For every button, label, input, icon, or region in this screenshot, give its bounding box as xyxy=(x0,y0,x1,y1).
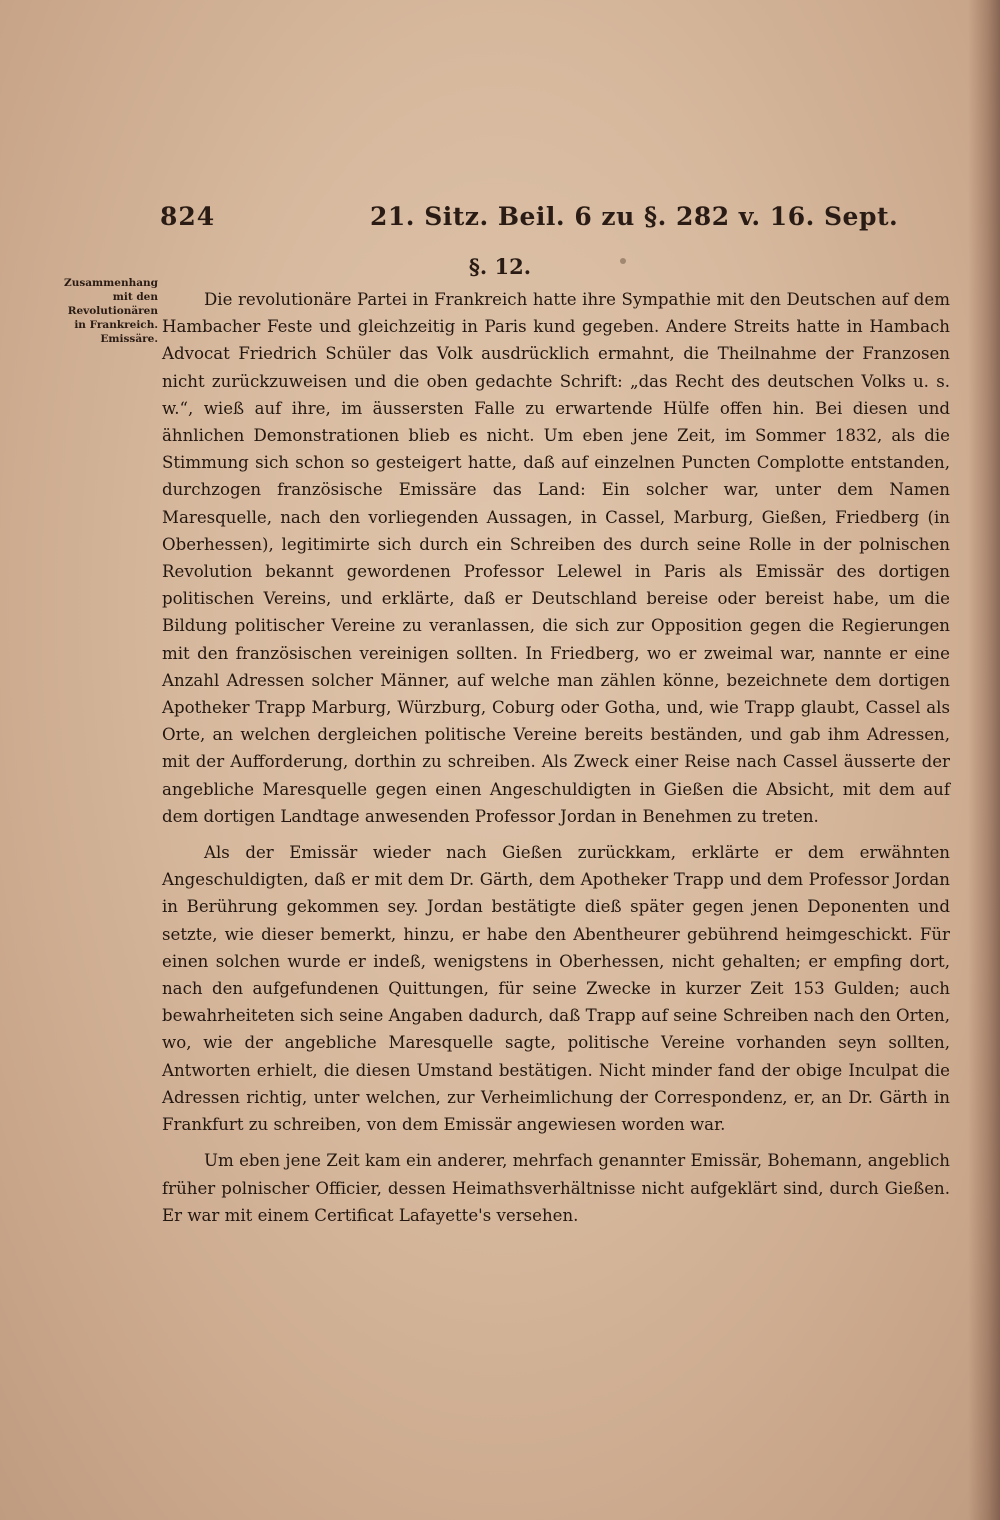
margin-note: Zusammenhang mit den Revolutionären in Frankreich. Emissäre. xyxy=(64,277,158,345)
paragraph-1: Die revolutionäre Partei in Frankreich hatte ihre Sympathie mit den Deutschen auf dem Hambacher Feste und gleichzeitig in Paris kund gegeben. Andere Streits hatte in Hambach Advocat Friedrich Schüler das Volk ausdrücklich ermahnt, die Theilnahme der Franzosen nicht zurückzuweisen und die oben gedachte Schrift: „das Recht des deutschen Volks u. s. w.“, wieß auf ihre, im äussersten Falle zu erwartende Hülfe offen hin. Bei diesen und ähnlichen Demonstrationen blieb es nicht. Um eben jene Zeit, im Sommer 1832, als die Stimmung sich schon so gesteigert hatte, daß auf einzelnen Puncten Complotte entstanden, durchzogen französische Emissäre das Land: Ein solcher war, unter dem Namen Maresquelle, nach den vorliegenden Aussagen, in Cassel, Marburg, Gießen, Friedberg (in Oberhessen), legitimirte sich durch ein Schreiben des durch seine Rolle in der polnischen Revolution bekannt gewordenen Professor Lelewel in Paris als Emissär des dortigen politischen Vereins, und erklärte, daß er Deutschland bereise oder bereist habe, um die Bildung politischer Vereine zu veranlassen, die sich zur Opposition gegen die Regierungen mit den französischen vereinigen sollten. In Friedberg, wo er zweimal war, nannte er eine Anzahl Adressen solcher Männer, auf welche man zählen könne, bezeichnete dem dortigen Apotheker Trapp Marburg, Würzburg, Coburg oder Gotha, und, wie Trapp glaubt, Cassel als Orte, an welchen dergleichen politische Vereine bereits beständen, und gab ihm Adressen, mit der Aufforderung, dorthin zu schreiben. Als Zweck einer Reise nach Cassel äusserte der angebliche Maresquelle gegen einen Angeschuldigten in Gießen die Absicht, mit dem auf dem dortigen Landtage anwesenden Professor Jordan in Benehmen zu treten. xyxy=(162,290,950,826)
page-number: 824 xyxy=(160,202,216,231)
paragraph-3: Um eben jene Zeit kam ein anderer, mehrfach genannter Emissär, Bohemann, angeblich früher polnischer Officier, dessen Heimathsverhältnisse nicht aufgeklärt sind, durch Gießen. Er war mit einem Certificat Lafayette's versehen. xyxy=(162,1151,950,1225)
ink-smudge xyxy=(620,258,626,264)
running-head: 21. Sitz. Beil. 6 zu §. 282 v. 16. Sept. xyxy=(370,202,899,231)
paragraph-2: Als der Emissär wieder nach Gießen zurückkam, erklärte er dem erwähnten Angeschuldigten, daß er mit dem Dr. Gärth, dem Apotheker Trapp und dem Professor Jordan in Berührung gekommen sey. Jordan bestätigte dieß später gegen jenen Deponenten und setzte, wie dieser bemerkt, hinzu, er habe den Abentheurer gebührend heimgeschickt. Für einen solchen wurde er indeß, wenigstens in Oberhessen, nicht gehalten; er empfing dort, nach den aufgefundenen Quittungen, für seine Zwecke in kurzer Zeit 153 Gulden; auch bewahrheiteten sich seine Angaben dadurch, daß Trapp auf seine Schreiben nach den Orten, wo, wie der angebliche Maresquelle sagte, politische Vereine vorhanden seyn sollten, Antworten erhielt, die diesen Umstand bestätigen. Nicht minder fand der obige Inculpat die Adressen richtig, unter welchen, zur Verheimlichung der Correspondenz, er, an Dr. Gärth in Frankfurt zu schreiben, von dem Emissär angewiesen worden war. xyxy=(162,843,950,1135)
book-gutter-shadow xyxy=(968,0,1000,1520)
section-title: §. 12. xyxy=(468,254,532,279)
body-text xyxy=(162,286,950,1238)
page-header xyxy=(160,202,950,242)
